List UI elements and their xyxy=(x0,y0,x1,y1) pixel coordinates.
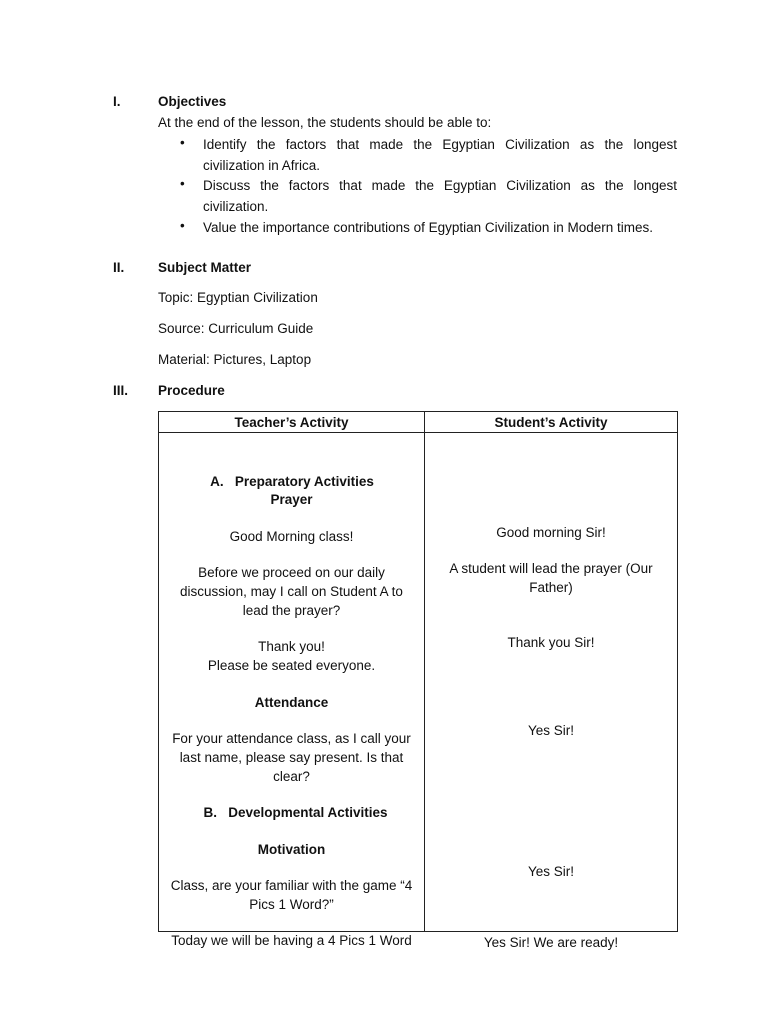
preparatory-heading xyxy=(159,472,424,491)
teacher-thanks-line: Please be seated everyone. xyxy=(207,658,376,673)
bullet-marker: • xyxy=(180,135,185,150)
objectives-intro: At the end of the lesson, the students should be able to: xyxy=(158,115,492,130)
teacher-attendance-line: For your attendance class, as I call your xyxy=(172,731,411,746)
teacher-prayer-line: discussion, may I call on Student A to xyxy=(180,584,403,599)
objective-item: Value the importance contributions of Egyptian Civilization in Modern times. xyxy=(203,220,653,235)
teacher-activity-header: Teacher’s Activity xyxy=(159,412,425,433)
objective-item: Identify the factors that made the Egyptian Civilization as the longest civilization in Africa. xyxy=(203,137,677,173)
student-greeting: Good morning Sir! xyxy=(496,525,606,540)
preparatory-title: Preparatory Activities xyxy=(234,474,374,489)
student-activity-header: Student’s Activity xyxy=(425,412,678,433)
section-2-title: Subject Matter xyxy=(158,260,252,275)
section-1-title: Objectives xyxy=(158,94,227,109)
section-b-marker: B. xyxy=(203,805,217,820)
teacher-prayer-line: Before we proceed on our daily xyxy=(198,565,385,580)
objective-item: Discuss the factors that made the Egyptian Civilization as the longest civilization. xyxy=(203,178,677,214)
teacher-game-line: Today we will be having a 4 Pics 1 Word xyxy=(171,933,412,948)
section-a-marker: A. xyxy=(210,474,224,489)
student-yes-reply: Yes Sir! xyxy=(527,723,575,738)
student-thanks: Thank you Sir! xyxy=(507,635,595,650)
teacher-attendance-line: last name, please say present. Is that xyxy=(179,750,404,765)
student-prayer-line: Father) xyxy=(529,580,573,595)
student-prayer-line: A student will lead the prayer (Our xyxy=(449,561,653,576)
subject-material: Material: Pictures, Laptop xyxy=(158,352,312,367)
subject-topic: Topic: Egyptian Civilization xyxy=(158,290,318,305)
section-3-title: Procedure xyxy=(158,383,225,398)
student-ready-reply: Yes Sir! We are ready! xyxy=(483,935,619,950)
table-row xyxy=(159,433,678,932)
procedure-table xyxy=(158,411,678,950)
subject-source: Source: Curriculum Guide xyxy=(158,321,314,336)
teacher-motivation-line: Pics 1 Word?” xyxy=(249,897,334,912)
motivation-title: Motivation xyxy=(257,842,326,857)
attendance-title: Attendance xyxy=(254,695,329,710)
student-yes-reply: Yes Sir! xyxy=(527,864,575,879)
prayer-title: Prayer xyxy=(270,492,313,507)
developmental-title: Developmental Activities xyxy=(228,805,388,820)
teacher-motivation-line: Class, are your familiar with the game “4 xyxy=(170,878,413,893)
developmental-heading xyxy=(159,803,424,822)
teacher-activity-cell xyxy=(159,433,425,948)
teacher-thanks-line: Thank you! xyxy=(258,639,325,654)
section-3-number: III. xyxy=(113,383,129,398)
bullet-marker: • xyxy=(180,218,185,233)
bullet-marker: • xyxy=(180,176,185,191)
table-header-row xyxy=(159,412,678,433)
teacher-attendance-line: clear? xyxy=(273,769,310,784)
teacher-prayer-line: lead the prayer? xyxy=(242,603,341,618)
section-2-number: II. xyxy=(113,260,125,275)
section-1-number: I. xyxy=(113,94,121,109)
student-activity-cell xyxy=(425,433,678,950)
teacher-greeting: Good Morning class! xyxy=(229,529,354,544)
